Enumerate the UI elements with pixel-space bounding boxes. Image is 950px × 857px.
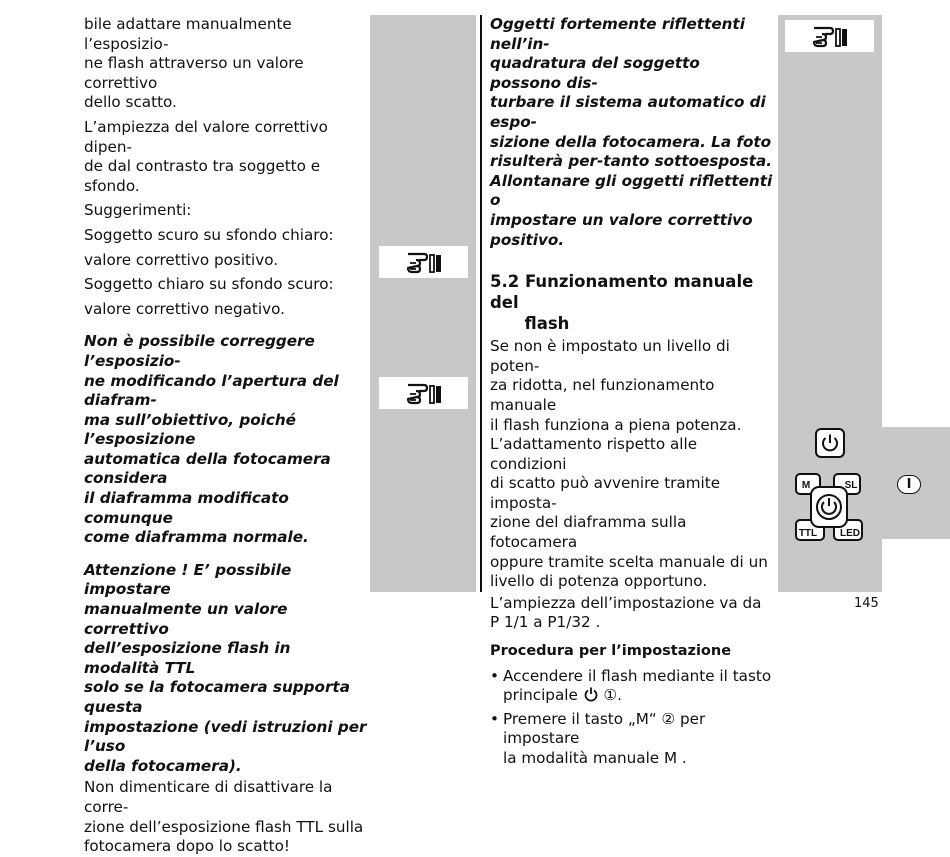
- pointing-hand-icon: [379, 246, 468, 278]
- language-badge: I: [897, 475, 921, 494]
- left-sidebar: [370, 15, 476, 592]
- step-1-text-b: ①.: [598, 686, 622, 705]
- pad-label-led: LED: [840, 528, 860, 539]
- step-1-text: [503, 667, 771, 706]
- power-icon: [583, 686, 599, 702]
- section-title: 5.2 Funzionamento manuale del flash: [490, 272, 754, 334]
- pointing-hand-icon: [785, 20, 874, 52]
- intro-paragraph: bile adattare manualmente l’esposizio- ne flash attraverso un valore correttivo dello scatto.: [84, 15, 304, 112]
- tip-1-value: valore correttivo positivo.: [84, 250, 279, 269]
- right-column: [490, 15, 775, 769]
- step-2-text: Premere il tasto „M“ ② per impostare la modalità manuale M .: [503, 709, 706, 767]
- pad-label-m: M: [801, 480, 811, 491]
- reflective-objects-warning: Oggetti fortemente riflettenti nell’in- quadratura del soggetto possono dis- turbare il sistema automatico di espo- sizione della fotocamera. La foto risulterà per-tanto sottoesposta. Allontanare gli oggetti riflettenti o impostare un valore correttivo positivo.: [490, 15, 773, 249]
- bullet-step-1: [490, 667, 775, 706]
- flash-control-pad-icon: [794, 472, 864, 544]
- bullet-step-2: [490, 710, 775, 769]
- pointing-hand-icon: [379, 377, 468, 409]
- tip-1: Soggetto scuro su sfondo chiaro:: [84, 225, 334, 244]
- left-column: [84, 15, 369, 857]
- procedure-title: Procedura per l’impostazione: [490, 643, 732, 660]
- tips-heading: Suggerimenti:: [84, 201, 192, 220]
- aperture-note: Non è possibile correggere l’esposizio- ne modificando l’apertura del diafram- ma sull’obiettivo, poiché l’esposizione automatica della fotocamera considera il diaframma modificato comunque come diaframma normale.: [84, 332, 339, 547]
- bullet-dot: •: [490, 666, 499, 685]
- contrast-paragraph: L’ampiezza del valore correttivo dipen- de dal contrasto tra soggetto e sfondo.: [84, 117, 328, 195]
- manual-mode-paragraph: Se non è impostato un livello di poten- za ridotta, nel funzionamento manuale il flash funziona a piena potenza. L’adattamento rispetto alle condizioni di scatto può avvenire tramite imposta- zione del diaframma sulla fotocamera oppure tramite scelta manuale di un livello di potenza opportuno.: [490, 337, 768, 591]
- pad-label-ttl: TTL: [798, 528, 818, 539]
- power-range-paragraph: L’ampiezza dell’impostazione va da P 1/1 a P1/32 .: [490, 593, 762, 632]
- reminder-paragraph: Non dimenticare di disattivare la corre- zione dell’esposizione flash TTL sulla fotocamera dopo lo scatto!: [84, 778, 364, 856]
- pad-label-sl: SL: [844, 480, 858, 491]
- step-1-text-a: Accendere il flash mediante il tasto principale: [503, 666, 772, 705]
- column-divider: [480, 15, 482, 592]
- bullet-dot: •: [490, 709, 499, 728]
- ttl-attention-note: Attenzione ! E’ possibile impostare manualmente un valore correttivo dell’esposizione flash in modalità TTL solo se la fotocamera supporta questa impostazione (vedi istruzioni per l’uso della fotocamera).: [84, 560, 367, 775]
- power-button-icon: [815, 428, 845, 458]
- tip-2: Soggetto chiaro su sfondo scuro:: [84, 275, 334, 294]
- tip-2-value: valore correttivo negativo.: [84, 299, 285, 318]
- page-number: 145: [854, 596, 879, 611]
